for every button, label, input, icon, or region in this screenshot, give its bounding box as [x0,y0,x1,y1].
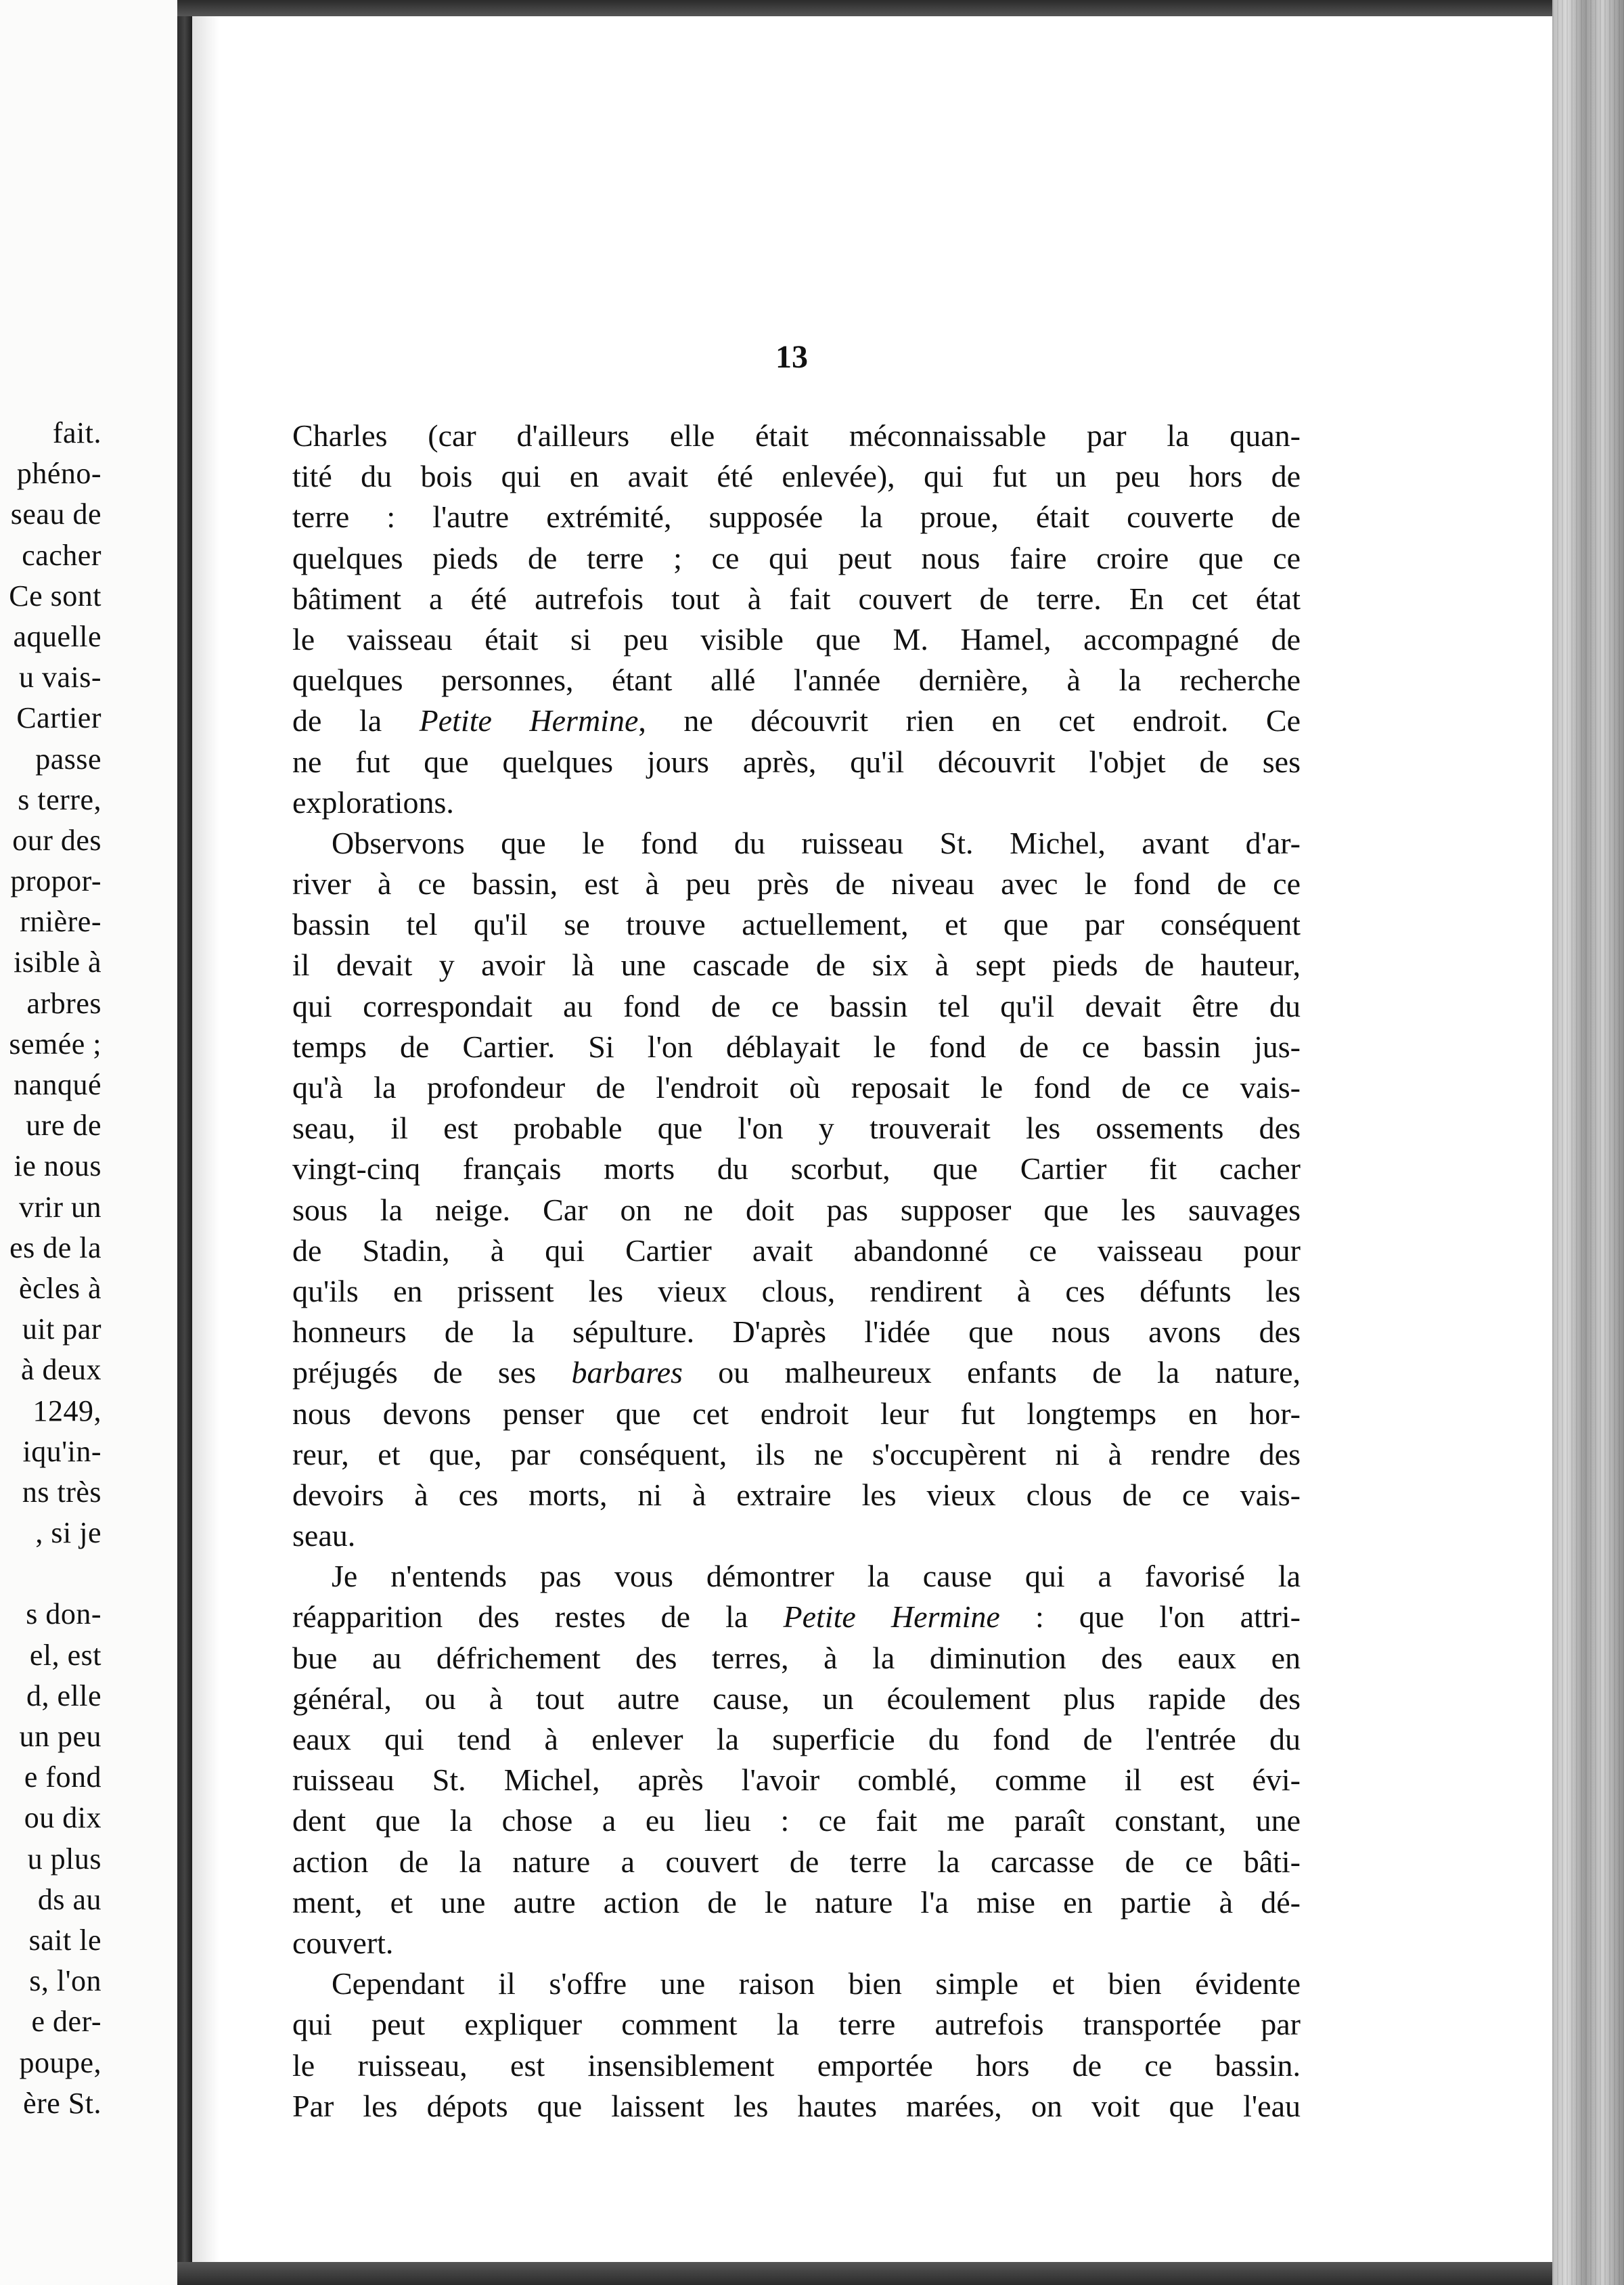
text-line: Par les dépots que laissent les hautes marées, on voit que l'eau [292,2088,1301,2123]
text-line: le ruisseau, est insensiblement emportée hors de ce bassin. [292,2047,1301,2083]
text-line: Cependant il s'offre une raison bien simple et bien évidente [332,1966,1301,2001]
left-page-line: rnière- [20,905,102,939]
text-line: bassin tel qu'il se trouve actuellement, et que par conséquent [292,907,1301,942]
left-page-line: propor- [10,864,102,898]
page-edges-texture [1552,0,1624,2285]
text-line: dent que la chose a eu lieu : ce fait me paraît constant, une [292,1803,1301,1838]
left-page-line: vrir un [18,1190,102,1224]
text-line: nous devons penser que cet endroit leur fut longtemps en hor- [292,1396,1301,1431]
left-page-line: Ce sont [9,579,102,613]
text-line: qui correspondait au fond de ce bassin tel qu'il devait être du [292,988,1301,1023]
text-line: devoirs à ces morts, ni à extraire les vieux clous de ce vais- [292,1477,1301,1512]
scan-border-bottom [177,2262,1552,2285]
text-line: river à ce bassin, est à peu près de niveau avec le fond de ce [292,866,1301,902]
left-page-line: s don- [26,1597,102,1631]
page-number: 13 [775,339,808,375]
text-line: ment, et une autre action de le nature l'a mise en partie à dé- [292,1884,1301,1920]
left-page-line: semée ; [9,1027,102,1061]
left-page-line: fait. [52,416,102,449]
text-line: Charles (car d'ailleurs elle était méconnaissable par la quan- [292,418,1301,453]
text-line: de Stadin, à qui Cartier avait abandonné ce vaisseau pour [292,1233,1301,1268]
left-page-line: , si je [35,1516,102,1550]
book-gutter [177,0,192,2285]
italic-phrase: Petite Hermine [419,703,639,738]
left-page-line: poupe, [19,2045,102,2079]
left-page-line: iqu'in- [22,1434,102,1468]
text-line: Observons que le fond du ruisseau St. Michel, avant d'ar- [332,825,1301,860]
left-page-text [0,413,102,2124]
text-line: honneurs de la sépulture. D'après l'idée que nous avons des [292,1314,1301,1350]
text-line: reur, et que, par conséquent, ils ne s'occupèrent ni à rendre des [292,1436,1301,1471]
text-line: qu'à la profondeur de l'endroit où reposait le fond de ce vais- [292,1070,1301,1105]
text-line: il devait y avoir là une cascade de six à sept pieds de hauteur, [292,948,1301,983]
left-page-line: ds au [37,1882,102,1916]
text-line: eaux qui tend à enlever la superficie du fond de l'entrée du [292,1722,1301,1756]
text-line: bue au défrichement des terres, à la diminution des eaux en [292,1640,1301,1675]
text-line: seau, il est probable que l'on y trouverait les ossements des [292,1111,1301,1146]
left-page-line: Cartier [16,701,102,735]
text-line: ruisseau St. Michel, après l'avoir comblé, comme il est évi- [292,1762,1301,1798]
text-line: seau. [292,1518,356,1553]
gutter-shadow [192,0,219,2285]
left-page-line: ou dix [24,1801,102,1835]
left-page-line: cacher [22,538,102,572]
body-text [292,416,1301,2127]
text-line: action de la nature a couvert de terre la carcasse de ce bâti- [292,1844,1301,1879]
text-line: couvert. [292,1925,394,1960]
italic-phrase: Petite Hermine [783,1599,1000,1635]
left-page-line: aquelle [13,619,102,653]
left-page-fragment [0,0,177,2285]
left-page-line: sait le [28,1923,102,1957]
left-page-line: ns très [22,1475,102,1509]
left-page-line: es de la [9,1230,102,1264]
text-line: de la Petite Hermine, ne découvrit rien en cet endroit. Ce [292,703,1301,738]
left-page-line: ure de [26,1109,102,1142]
text-line: vingt-cinq français morts du scorbut, que Cartier fit cacher [292,1151,1301,1186]
left-page-line: ècles à [19,1271,102,1305]
left-page-line: el, est [29,1638,102,1672]
left-page-line: un peu [19,1720,102,1753]
italic-phrase: barbares [571,1355,683,1390]
left-page-line: arbres [26,986,102,1020]
left-page-line: e der- [31,2005,102,2039]
left-page-line: our des [12,823,102,857]
scan-border-top [177,0,1552,16]
text-line: réapparition des restes de la Petite Hermine : que l'on attri- [292,1599,1301,1635]
left-page-line: s terre, [18,782,102,816]
text-line: temps de Cartier. Si l'on déblayait le fond de ce bassin jus- [292,1029,1301,1064]
text-line: quelques pieds de terre ; ce qui peut nous faire croire que ce [292,540,1301,575]
left-page-line: 1249, [32,1394,102,1427]
text-line: le vaisseau était si peu visible que M. Hamel, accompagné de [292,621,1301,657]
left-page-line: ère St. [23,2086,102,2120]
text-line: terre : l'autre extrémité, supposée la proue, était couverte de [292,500,1301,535]
left-page-line: d, elle [26,1679,102,1712]
left-page-line: nanqué [13,1068,102,1101]
left-page-line: phéno- [16,457,102,491]
text-line: Je n'entends pas vous démontrer la cause qui a favorisé la [332,1559,1301,1594]
left-page-line: uit par [22,1312,102,1346]
text-line: qui peut expliquer comment la terre autrefois transportée par [292,2007,1301,2042]
text-line: ne fut que quelques jours après, qu'il découvrit l'objet de ses [292,744,1301,779]
left-page-line: isible à [14,946,102,979]
left-page-line [0,1553,102,1594]
left-page-line: seau de [10,497,102,531]
text-line: préjugés de ses barbares ou malheureux enfants de la nature, [292,1355,1301,1390]
text-line: explorations. [292,784,454,820]
text-line: tité du bois qui en avait été enlevée), qui fut un peu hors de [292,459,1301,494]
left-page-line: e fond [24,1760,102,1794]
text-line: qu'ils en prissent les vieux clous, rendirent à ces défunts les [292,1273,1301,1308]
left-page-line: s, l'on [29,1964,102,1998]
text-line: sous la neige. Car on ne doit pas supposer que les sauvages [292,1192,1301,1227]
left-page-line: passe [35,742,102,776]
text-line: quelques personnes, étant allé l'année dernière, à la recherche [292,663,1301,698]
left-page-line: u plus [27,1842,102,1876]
left-page-line: à deux [20,1353,102,1387]
text-line: bâtiment a été autrefois tout à fait couvert de terre. En cet état [292,581,1301,616]
left-page-line: u vais- [18,661,102,694]
left-page-line: ie nous [14,1149,102,1183]
text-line: général, ou à tout autre cause, un écoulement plus rapide des [292,1681,1301,1716]
